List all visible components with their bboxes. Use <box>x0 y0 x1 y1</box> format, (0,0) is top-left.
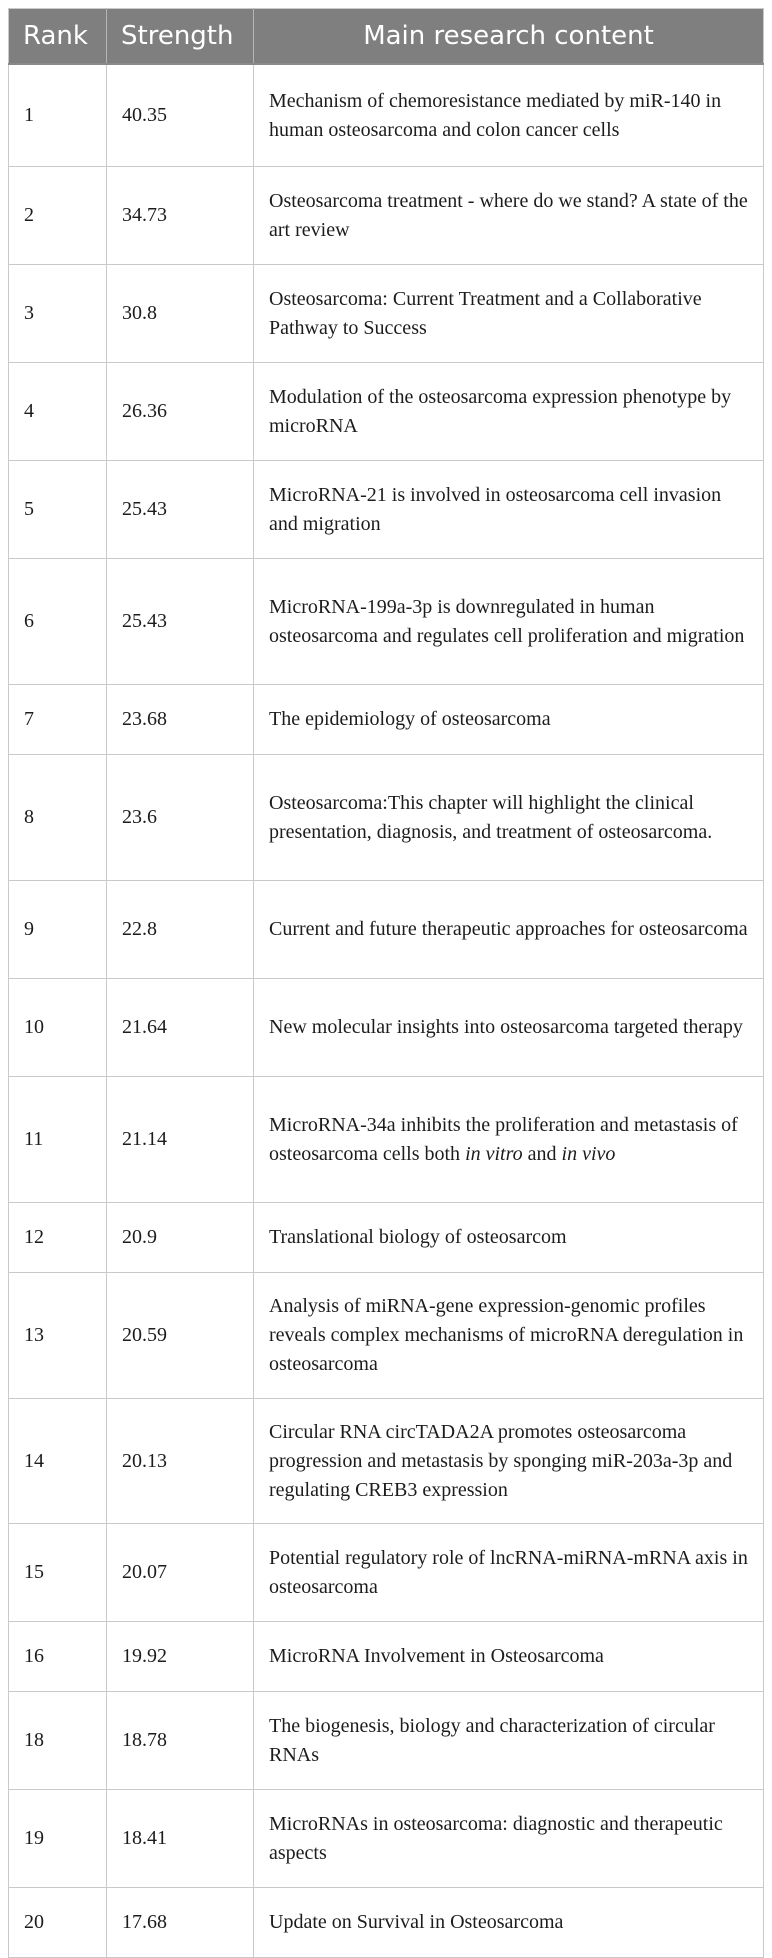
content-cell: Modulation of the osteosarcoma expression phenotype by microRNA <box>254 363 764 461</box>
content-cell: MicroRNA-199a-3p is downregulated in human osteosarcoma and regulates cell proliferation and migration <box>254 559 764 685</box>
strength-cell: 23.68 <box>107 685 254 755</box>
table-row <box>9 685 764 755</box>
content-cell: Circular RNA circTADA2A promotes osteosarcoma progression and metastasis by sponging miR-203a-3p and regulating CREB3 expression <box>254 1399 764 1524</box>
rank-cell: 8 <box>9 755 107 881</box>
table-row <box>9 559 764 685</box>
rank-cell: 20 <box>9 1888 107 1958</box>
table-row <box>9 64 764 167</box>
rank-cell: 19 <box>9 1790 107 1888</box>
content-cell: Translational biology of osteosarcom <box>254 1203 764 1273</box>
table-row <box>9 167 764 265</box>
rank-cell: 3 <box>9 265 107 363</box>
strength-cell: 40.35 <box>107 64 254 167</box>
content-cell: Osteosarcoma:This chapter will highlight the clinical presentation, diagnosis, and treatment of osteosarcoma. <box>254 755 764 881</box>
strength-cell: 34.73 <box>107 167 254 265</box>
table-row <box>9 1888 764 1958</box>
content-cell <box>254 1077 764 1203</box>
content-cell: MicroRNAs in osteosarcoma: diagnostic and therapeutic aspects <box>254 1790 764 1888</box>
table-row <box>9 461 764 559</box>
strength-cell: 19.92 <box>107 1622 254 1692</box>
table-row <box>9 1077 764 1203</box>
table-row <box>9 363 764 461</box>
rank-cell: 15 <box>9 1524 107 1622</box>
rank-cell: 10 <box>9 979 107 1077</box>
strength-cell: 30.8 <box>107 265 254 363</box>
content-cell: MicroRNA Involvement in Osteosarcoma <box>254 1622 764 1692</box>
content-text: MicroRNA-34a inhibits the proliferation and metastasis of osteosarcoma cells both <box>269 1113 738 1165</box>
table-row <box>9 755 764 881</box>
content-cell: Mechanism of chemoresistance mediated by miR-140 in human osteosarcoma and colon cancer cells <box>254 64 764 167</box>
content-cell: Current and future therapeutic approaches for osteosarcoma <box>254 881 764 979</box>
strength-cell: 20.07 <box>107 1524 254 1622</box>
strength-cell: 17.68 <box>107 1888 254 1958</box>
content-cell: The epidemiology of osteosarcoma <box>254 685 764 755</box>
header-main-research-content: Main research content <box>254 9 764 65</box>
strength-cell: 20.59 <box>107 1273 254 1399</box>
rank-cell: 16 <box>9 1622 107 1692</box>
content-italic-in-vivo: in vivo <box>561 1142 616 1165</box>
table-row <box>9 881 764 979</box>
table-row <box>9 979 764 1077</box>
strength-cell: 20.13 <box>107 1399 254 1524</box>
research-table-container <box>8 8 763 1958</box>
table-row <box>9 1692 764 1790</box>
content-cell: New molecular insights into osteosarcoma targeted therapy <box>254 979 764 1077</box>
rank-cell: 1 <box>9 64 107 167</box>
strength-cell: 22.8 <box>107 881 254 979</box>
strength-cell: 23.6 <box>107 755 254 881</box>
rank-cell: 4 <box>9 363 107 461</box>
strength-cell: 26.36 <box>107 363 254 461</box>
rank-cell: 2 <box>9 167 107 265</box>
strength-cell: 20.9 <box>107 1203 254 1273</box>
table-row <box>9 1273 764 1399</box>
table-row <box>9 1524 764 1622</box>
table-row <box>9 1790 764 1888</box>
header-rank: Rank <box>9 9 107 65</box>
strength-cell: 25.43 <box>107 559 254 685</box>
header-strength: Strength <box>107 9 254 65</box>
header-row <box>9 9 764 65</box>
table-row <box>9 1399 764 1524</box>
rank-cell: 5 <box>9 461 107 559</box>
rank-cell: 9 <box>9 881 107 979</box>
table-row <box>9 265 764 363</box>
rank-cell: 13 <box>9 1273 107 1399</box>
content-cell: Analysis of miRNA-gene expression-genomic profiles reveals complex mechanisms of microRNA deregulation in osteosarcoma <box>254 1273 764 1399</box>
strength-cell: 18.41 <box>107 1790 254 1888</box>
rank-cell: 6 <box>9 559 107 685</box>
strength-cell: 18.78 <box>107 1692 254 1790</box>
rank-cell: 14 <box>9 1399 107 1524</box>
table-row <box>9 1203 764 1273</box>
rank-cell: 7 <box>9 685 107 755</box>
rank-cell: 12 <box>9 1203 107 1273</box>
strength-cell: 21.64 <box>107 979 254 1077</box>
content-italic-in-vitro: in vitro <box>465 1142 523 1165</box>
table-row <box>9 1622 764 1692</box>
content-cell: Update on Survival in Osteosarcoma <box>254 1888 764 1958</box>
content-cell: Potential regulatory role of lncRNA-miRNA-mRNA axis in osteosarcoma <box>254 1524 764 1622</box>
strength-cell: 25.43 <box>107 461 254 559</box>
content-cell: The biogenesis, biology and characterization of circular RNAs <box>254 1692 764 1790</box>
rank-cell: 11 <box>9 1077 107 1203</box>
rank-cell: 18 <box>9 1692 107 1790</box>
content-cell: Osteosarcoma: Current Treatment and a Collaborative Pathway to Success <box>254 265 764 363</box>
strength-cell: 21.14 <box>107 1077 254 1203</box>
content-text: and <box>522 1142 562 1165</box>
research-table <box>8 8 764 1958</box>
content-cell: MicroRNA-21 is involved in osteosarcoma cell invasion and migration <box>254 461 764 559</box>
content-cell: Osteosarcoma treatment - where do we stand? A state of the art review <box>254 167 764 265</box>
